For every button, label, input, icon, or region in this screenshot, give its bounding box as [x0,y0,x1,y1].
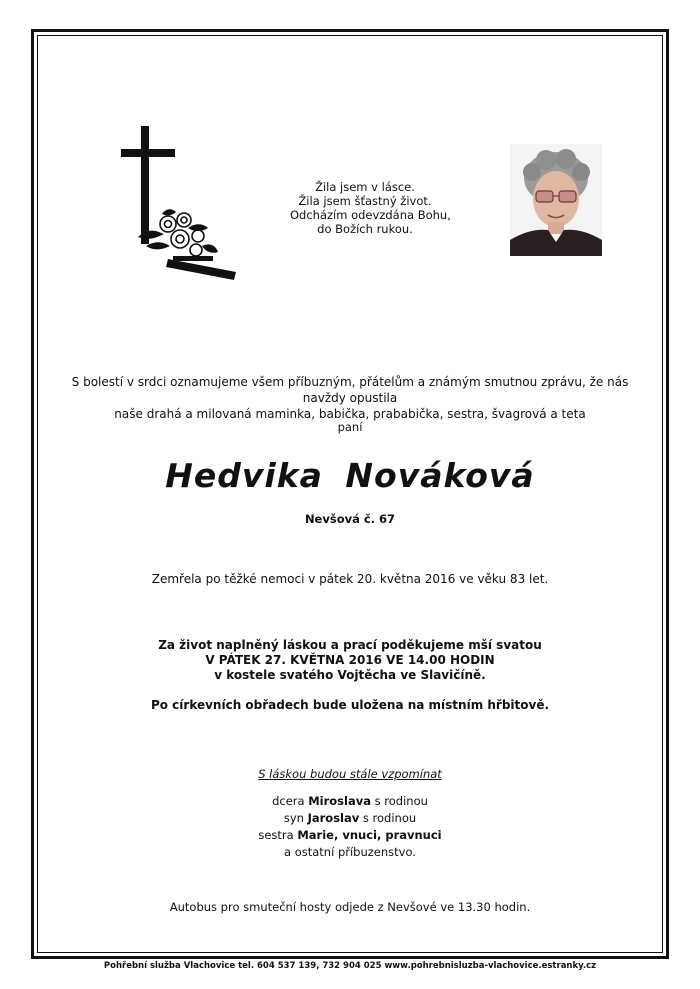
poem-line: do Božích rukou. [317,222,413,236]
relation: dcera [272,794,305,808]
relation-suffix: s rodinou [362,811,417,825]
family-list [0,793,700,861]
relation-suffix: s rodinou [374,794,428,808]
family-row [0,827,700,844]
announcement-line: naše drahá a milovaná maminka, babička, prababička, sestra, švagrová a teta [114,407,586,421]
poem-line: Žila jsem šťastný život. [298,194,432,208]
poem-line: Odcházím odevzdána Bohu, [290,208,451,222]
relation: syn [283,811,304,825]
mass-line: Za život naplněný láskou a prací poděkujeme mší svatou [158,638,542,652]
remembrance-heading: S láskou budou stále vzpomínat [258,767,442,781]
honorific: paní [337,420,363,434]
death-notice: Zemřela po těžké nemoci v pátek 20. května 2016 ve věku 83 let. [151,572,549,586]
family-row [0,810,700,827]
bus-notice: Autobus pro smuteční hosty odjede z Nevšové ve 13.30 hodin. [169,900,531,914]
mass-place: v kostele svatého Vojtěcha ve Slavičíně. [214,668,486,682]
announcement-text [70,374,630,422]
deceased-address: Nevšová č. 67 [304,512,396,526]
relative-name: Jaroslav [307,811,360,825]
mass-date: V PÁTEK 27. KVĚTNA 2016 VE 14.00 HODIN [205,653,495,667]
poem-line: Žila jsem v lásce. [315,180,415,194]
funeral-mass-info [0,638,700,683]
announcement-line: S bolestí v srdci oznamujeme všem příbuzným, přátelům a známým smutnou zprávu, že nás navždy opustila [71,375,629,405]
deceased-name: Hedvika Nováková [165,456,535,495]
family-row [0,793,700,810]
relative-name: Miroslava [308,794,371,808]
family-row: a ostatní příbuzenstvo. [284,845,416,859]
relation: sestra [258,828,294,842]
burial-info: Po církevních obřadech bude uložena na místním hřbitově. [150,698,550,712]
portrait-photo [510,144,602,256]
cross-with-flowers-icon [118,124,243,284]
relative-name: Marie, vnuci, pravnuci [297,828,442,842]
funeral-service-footer: Pohřební služba Vlachovice tel. 604 537 139, 732 904 025 www.pohrebnisluzba-vlachovice.estranky.cz [103,961,597,971]
memorial-poem [290,180,451,236]
